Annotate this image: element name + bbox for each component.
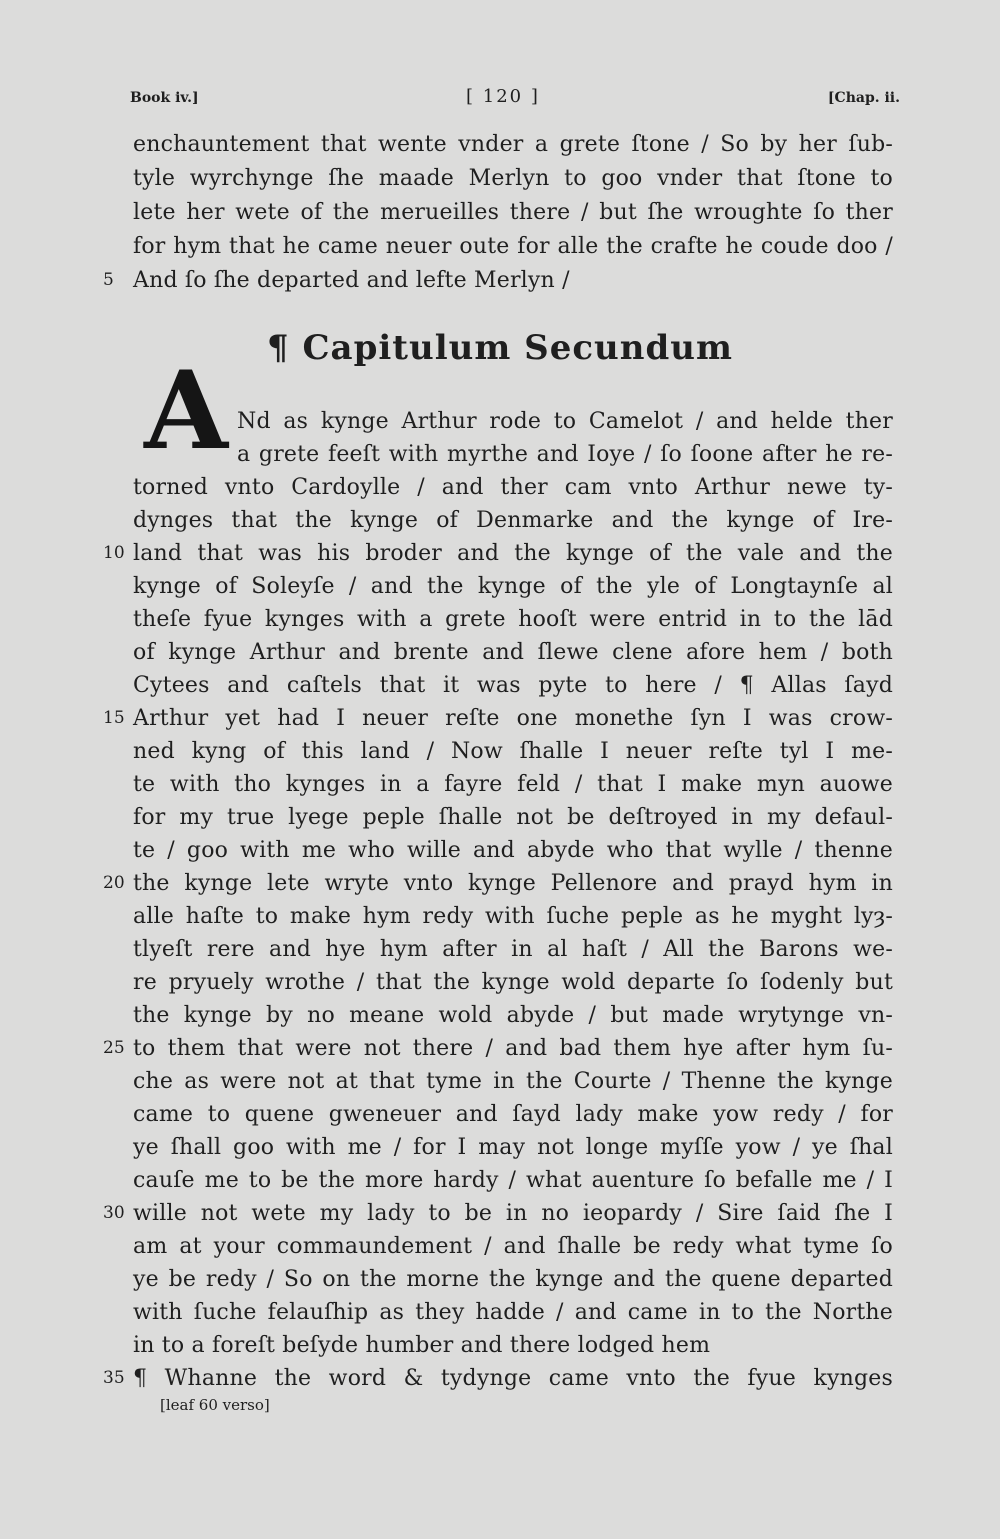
text-line: in to a foreſt beſyde humber and there lodged hem: [133, 1333, 711, 1358]
text-line: the kynge by no meane wold abyde / but made wrytynge vn-: [133, 1003, 893, 1028]
leaf-reference-note: [leaf 60 verso]: [160, 1396, 270, 1414]
text-line: tlyeſt rere and hye hym after in al haſt / All the Barons we-: [133, 937, 893, 962]
line-number: 20: [103, 873, 125, 893]
text-line: alle haſte to make hym redy with ſuche peple as he myght lyȝ-: [133, 904, 893, 929]
running-header-book: Book iv.]: [130, 90, 199, 106]
text-line: ¶ Whanne the word & tydynge came vnto the fyue kynges: [133, 1366, 893, 1391]
line-number: 5: [103, 270, 114, 290]
line-number: 25: [103, 1038, 125, 1058]
text-line: theſe fyue kynges with a grete hooſt were entrid in to the lād: [133, 607, 893, 632]
text-line: Cytees and caſtels that it was pyte to here / ¶ Allas ſayd: [133, 673, 893, 698]
decorated-initial: A: [144, 348, 228, 474]
text-line: wille not wete my lady to be in no ieopardy / Sire ſaid ſhe I: [133, 1201, 893, 1226]
text-line: che as were not at that tyme in the Courte / Thenne the kynge: [133, 1069, 893, 1094]
text-line: cauſe me to be the more hardy / what auenture ſo befalle me / I: [133, 1168, 893, 1193]
line-number: 30: [103, 1203, 125, 1223]
text-line: re pryuely wrothe / that the kynge wold departe ſo ſodenly but: [133, 970, 893, 995]
page-number: [ 120 ]: [466, 86, 540, 107]
text-line: kynge of Soleyſe / and the kynge of the yle of Longtaynſe al: [133, 574, 893, 599]
text-line: dynges that the kynge of Denmarke and the kynge of Ire-: [133, 508, 893, 533]
line-number: 15: [103, 708, 125, 728]
text-line: Nd as kynge Arthur rode to Camelot / and helde ther: [237, 409, 893, 434]
text-line: te / goo with me who wille and abyde who that wylle / thenne: [133, 838, 893, 863]
text-line: land that was his broder and the kynge of the vale and the: [133, 541, 893, 566]
text-line: te with tho kynges in a fayre feld / that I make myn auowe: [133, 772, 893, 797]
line-number: 10: [103, 543, 125, 563]
text-line: And ſo ſhe departed and lefte Merlyn /: [133, 268, 570, 293]
text-line: for my true lyege peple ſhalle not be deſtroyed in my defaul-: [133, 805, 893, 830]
text-line: lete her wete of the merueilles there / but ſhe wroughte ſo ther: [133, 200, 893, 225]
text-line: tyle wyrchynge ſhe maade Merlyn to goo vnder that ſtone to: [133, 166, 893, 191]
running-header-chapter: [Chap. ii.: [827, 90, 900, 106]
text-line: to them that were not there / and bad them hye after hym ſu-: [133, 1036, 893, 1061]
text-line: enchauntement that wente vnder a grete ſtone / So by her ſub-: [133, 132, 893, 157]
text-line: torned vnto Cardoylle / and ther cam vnto Arthur newe ty-: [133, 475, 893, 500]
chapter-heading: ¶ Capitulum Secundum: [267, 328, 733, 368]
text-line: of kynge Arthur and brente and ſlewe clene afore hem / both: [133, 640, 893, 665]
text-line: the kynge lete wryte vnto kynge Pellenore and prayd hym in: [133, 871, 893, 896]
text-line: with ſuche felauſhip as they hadde / and came in to the Northe: [133, 1300, 893, 1325]
text-line: ned kyng of this land / Now ſhalle I neuer reſte tyl I me-: [133, 739, 893, 764]
text-line: for hym that he came neuer oute for alle the crafte he coude doo /: [133, 234, 893, 259]
line-number: 35: [103, 1368, 125, 1388]
text-line: came to quene gweneuer and ſayd lady make yow redy / for: [133, 1102, 893, 1127]
text-line: ye be redy / So on the morne the kynge and the quene departed: [133, 1267, 893, 1292]
text-line: ye ſhall goo with me / for I may not longe myſſe yow / ye ſhal: [133, 1135, 893, 1160]
text-line: Arthur yet had I neuer reſte one monethe ſyn I was crow-: [133, 706, 893, 731]
text-line: a grete feeſt with myrthe and Ioye / ſo ſoone after he re-: [237, 442, 893, 467]
text-line: am at your commaundement / and ſhalle be redy what tyme ſo: [133, 1234, 893, 1259]
